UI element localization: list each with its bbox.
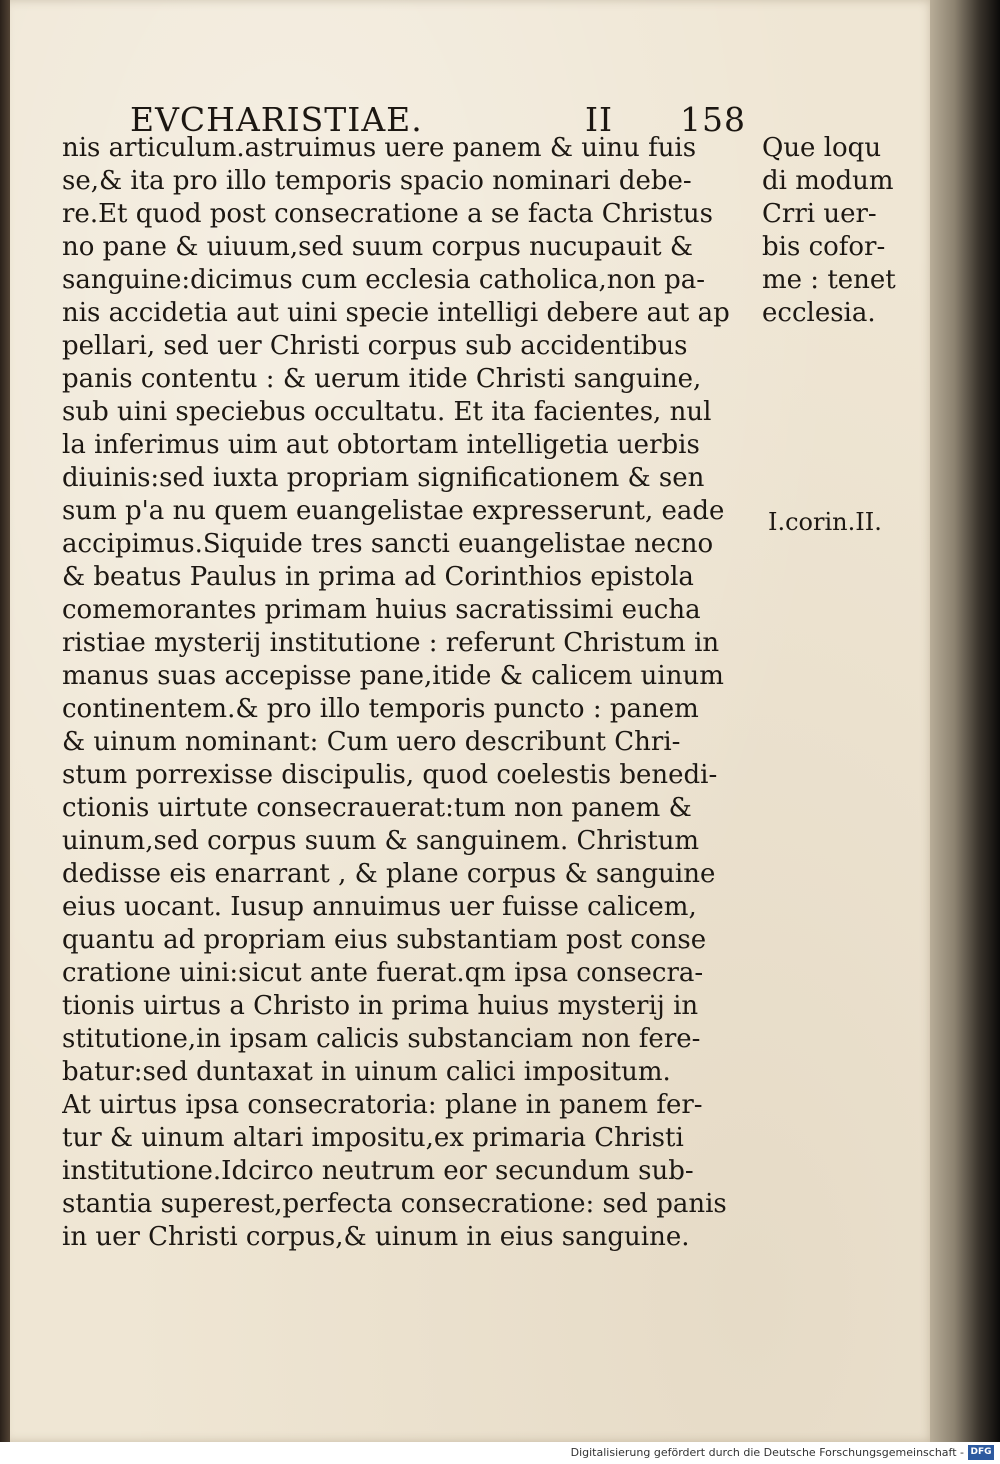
text-line: sum p'a nu quem euangelistae expresserunt, eade: [62, 496, 725, 526]
text-line: comemorantes primam huius sacratissimi eucha: [62, 595, 701, 625]
dfg-logo: DFG: [968, 1445, 994, 1460]
text-line: la inferimus uim aut obtortam intelligetia uerbis: [62, 430, 700, 460]
marginal-note-line: me : tenet: [762, 265, 896, 295]
text-line: accipimus.Siquide tres sancti euangelistae necno: [62, 529, 714, 559]
text-line: dedisse eis enarrant , & plane corpus & sanguine: [62, 859, 716, 889]
text-line: tur & uinum altari impositu,ex primaria Christi: [62, 1123, 684, 1153]
text-line: uinum,sed corpus suum & sanguinem. Christum: [62, 826, 700, 856]
text-line: in uer Christi corpus,& uinum in eius sanguine.: [62, 1222, 690, 1252]
text-line: se,& ita pro illo temporis spacio nominari debe-: [62, 166, 692, 196]
text-line: manus suas accepisse pane,itide & calicem uinum: [62, 661, 724, 691]
folio-number: 158: [680, 100, 746, 139]
marginal-note-line: di modum: [762, 166, 894, 196]
marginal-note: [762, 132, 927, 330]
text-line: sanguine:dicimus cum ecclesia catholica,non pa-: [62, 265, 706, 295]
funding-credit: Digitalisierung gefördert durch die Deutsche Forschungsgemeinschaft -: [570, 1446, 964, 1459]
text-line: quantu ad propriam eius substantiam post conse: [62, 925, 707, 955]
marginal-note-line: bis cofor-: [762, 232, 886, 262]
marginal-note-line: ecclesia.: [762, 298, 876, 328]
text-line: ctionis uirtute consecrauerat:tum non panem &: [62, 793, 692, 823]
text-line: institutione.Idcirco neutrum eor secundum sub-: [62, 1156, 694, 1186]
text-line: stantia superest,perfecta consecratione: sed panis: [62, 1189, 727, 1219]
main-text-block: [62, 132, 752, 1254]
text-line: nis accidetia aut uini specie intelligi debere aut ap: [62, 298, 730, 328]
text-line: eius uocant. Iusup annuimus uer fuisse calicem,: [62, 892, 697, 922]
running-title: EVCHARISTIAE.: [130, 100, 423, 139]
marginal-note-line: Que loqu: [762, 133, 882, 163]
text-line: nis articulum.astruimus uere panem & uinu fuis: [62, 133, 697, 163]
text-line: batur:sed duntaxat in uinum calici impositum.: [62, 1057, 671, 1087]
marginal-note-line: Crri uer-: [762, 199, 877, 229]
text-line: no pane & uiuum,sed suum corpus nucupauit &: [62, 232, 693, 262]
text-line: tionis uirtus a Christo in prima huius mysterij in: [62, 991, 699, 1021]
text-line: pellari, sed uer Christi corpus sub accidentibus: [62, 331, 688, 361]
text-line: continentem.& pro illo temporis puncto : panem: [62, 694, 699, 724]
page-edge-shadow: [930, 0, 1000, 1442]
text-line: panis contentu : & uerum itide Christi sanguine,: [62, 364, 702, 394]
text-line: re.Et quod post consecratione a se facta Christus: [62, 199, 713, 229]
text-line: diuinis:sed iuxta propriam significationem & sen: [62, 463, 705, 493]
text-line: & beatus Paulus in prima ad Corinthios epistola: [62, 562, 694, 592]
signature-mark: II: [585, 100, 614, 139]
text-line: sub uini speciebus occultatu. Et ita facientes, nul: [62, 397, 712, 427]
text-line: & uinum nominant: Cum uero describunt Chri-: [62, 727, 681, 757]
text-line: At uirtus ipsa consecratoria: plane in panem fer-: [62, 1090, 703, 1120]
marginal-reference: I.corin.II.: [768, 508, 882, 536]
text-line: stum porrexisse discipulis, quod coelestis benedi-: [62, 760, 718, 790]
digitization-footer: [0, 1442, 1000, 1464]
text-line: stitutione,in ipsam calicis substanciam non fere-: [62, 1024, 701, 1054]
text-line: ristiae mysterij institutione : referunt Christum in: [62, 628, 720, 658]
text-line: cratione uini:sicut ante fuerat.qm ipsa consecra-: [62, 958, 704, 988]
